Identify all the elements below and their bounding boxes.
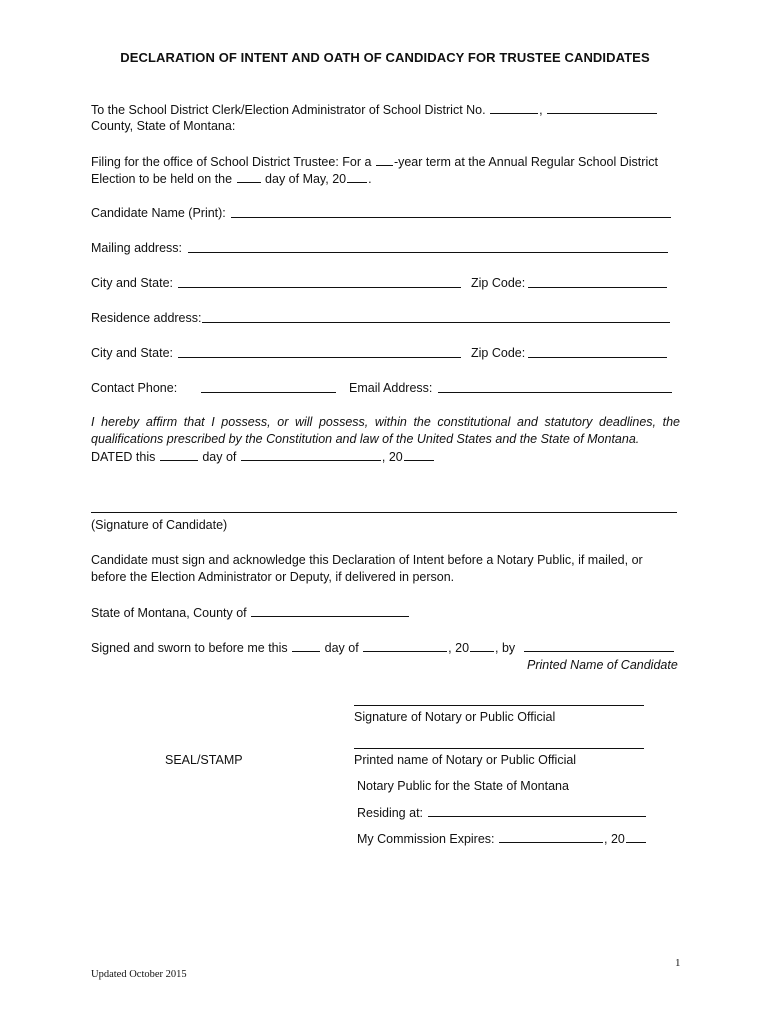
filing-line-2	[91, 170, 372, 188]
sworn-year-field[interactable]	[470, 639, 494, 652]
term-years-field[interactable]	[376, 153, 393, 166]
dated-month-field[interactable]	[241, 448, 381, 461]
city-state-field-2[interactable]	[178, 357, 461, 358]
notary-printed-name-label: Printed name of Notary or Public Official	[354, 753, 577, 767]
city-state-label-2: City and State:	[91, 346, 173, 360]
candidate-name-row	[91, 205, 226, 222]
signature-label: (Signature of Candidate)	[91, 518, 228, 532]
zip-label-2: Zip Code:	[471, 346, 526, 360]
notary-state-label: Notary Public for the State of Montana	[357, 779, 569, 793]
addressee-comma: ,	[539, 103, 543, 117]
city-state-row-1	[91, 275, 173, 292]
residing-at-field[interactable]	[428, 804, 646, 817]
dated-year-field[interactable]	[404, 448, 434, 461]
notary-county-field[interactable]	[251, 604, 409, 617]
notary-signature-field[interactable]	[354, 705, 644, 706]
instructions-line-2: before the Election Administrator or Deputy, if delivered in person.	[91, 570, 455, 584]
candidate-name-label: Candidate Name (Print):	[91, 206, 226, 220]
filing-text-4: day of May, 20	[265, 172, 347, 186]
county-name-field[interactable]	[547, 101, 657, 114]
candidate-name-field[interactable]	[231, 217, 671, 218]
addressee-line-1	[91, 101, 658, 119]
sworn-day-of-label: day of	[324, 641, 359, 655]
dated-day-field[interactable]	[160, 448, 198, 461]
affirmation-line-1: I hereby affirm that I possess, or will possess, within the constitutional and statutory deadlines, the	[91, 415, 680, 429]
zip-label-1: Zip Code:	[471, 276, 526, 290]
mailing-address-label: Mailing address:	[91, 241, 183, 255]
zip-field-1[interactable]	[528, 287, 667, 288]
contact-phone-field[interactable]	[201, 392, 336, 393]
state-county-row	[91, 604, 410, 622]
mailing-address-row	[91, 240, 182, 257]
sworn-month-field[interactable]	[363, 639, 447, 652]
commission-date-field[interactable]	[499, 830, 603, 843]
election-year-field[interactable]	[347, 170, 367, 183]
signed-sworn-label: Signed and sworn to before me this	[91, 641, 288, 655]
signed-sworn-row	[91, 639, 515, 657]
addressee-line-2: County, State of Montana:	[91, 119, 236, 133]
affirmation-line-2: qualifications prescribed by the Constitution and law of the United States and the State of Montana.	[91, 432, 640, 446]
filing-line-1	[91, 153, 658, 171]
residence-address-field[interactable]	[202, 322, 670, 323]
residing-at-label: Residing at:	[357, 806, 424, 820]
commission-expires-label: My Commission Expires:	[357, 832, 495, 846]
commission-year-field[interactable]	[626, 830, 646, 843]
city-state-row-2	[91, 345, 173, 362]
document-title: DECLARATION OF INTENT AND OATH OF CANDIDACY FOR TRUSTEE CANDIDATES	[120, 50, 650, 65]
notary-printed-name-field[interactable]	[354, 748, 644, 749]
election-day-field[interactable]	[237, 170, 261, 183]
dated-day-of-label: day of	[202, 450, 237, 464]
candidate-signature-field[interactable]	[91, 512, 677, 513]
instructions-line-1: Candidate must sign and acknowledge this Declaration of Intent before a Notary Public, if mailed, or	[91, 553, 643, 567]
filing-text-1: Filing for the office of School District Trustee: For a	[91, 155, 372, 169]
mailing-address-field[interactable]	[188, 252, 668, 253]
email-label: Email Address:	[349, 381, 433, 395]
residing-at-row	[357, 804, 647, 822]
dated-year-label: , 20	[381, 450, 403, 464]
filing-text-2: -year term at the Annual Regular School District	[393, 155, 658, 169]
dated-row	[91, 448, 435, 466]
filing-text-3: Election to be held on the	[91, 172, 233, 186]
sworn-year-label: , 20	[448, 641, 470, 655]
zip-field-2[interactable]	[528, 357, 667, 358]
commission-year-label: , 20	[604, 832, 625, 846]
notary-signature-label: Signature of Notary or Public Official	[354, 710, 556, 724]
residence-address-row	[91, 310, 201, 327]
addressee-text: To the School District Clerk/Election Administrator of School District No.	[91, 103, 486, 117]
printed-name-candidate-label: Printed Name of Candidate	[527, 658, 678, 672]
commission-expires-row	[357, 830, 647, 848]
seal-stamp-label: SEAL/STAMP	[165, 753, 243, 767]
sworn-by-label: , by	[495, 641, 516, 655]
contact-phone-row	[91, 380, 177, 397]
contact-phone-label: Contact Phone:	[91, 381, 178, 395]
sworn-day-field[interactable]	[292, 639, 320, 652]
email-field[interactable]	[438, 392, 672, 393]
candidate-printed-name-field[interactable]	[524, 651, 674, 652]
footer-updated: Updated October 2015	[91, 969, 187, 980]
page-number: 1	[675, 957, 681, 969]
dated-label: DATED this	[91, 450, 156, 464]
city-state-field-1[interactable]	[178, 287, 461, 288]
filing-text-5: .	[368, 172, 372, 186]
district-number-field[interactable]	[490, 101, 538, 114]
city-state-label-1: City and State:	[91, 276, 173, 290]
state-county-label: State of Montana, County of	[91, 606, 247, 620]
residence-address-label: Residence address:	[91, 311, 202, 325]
